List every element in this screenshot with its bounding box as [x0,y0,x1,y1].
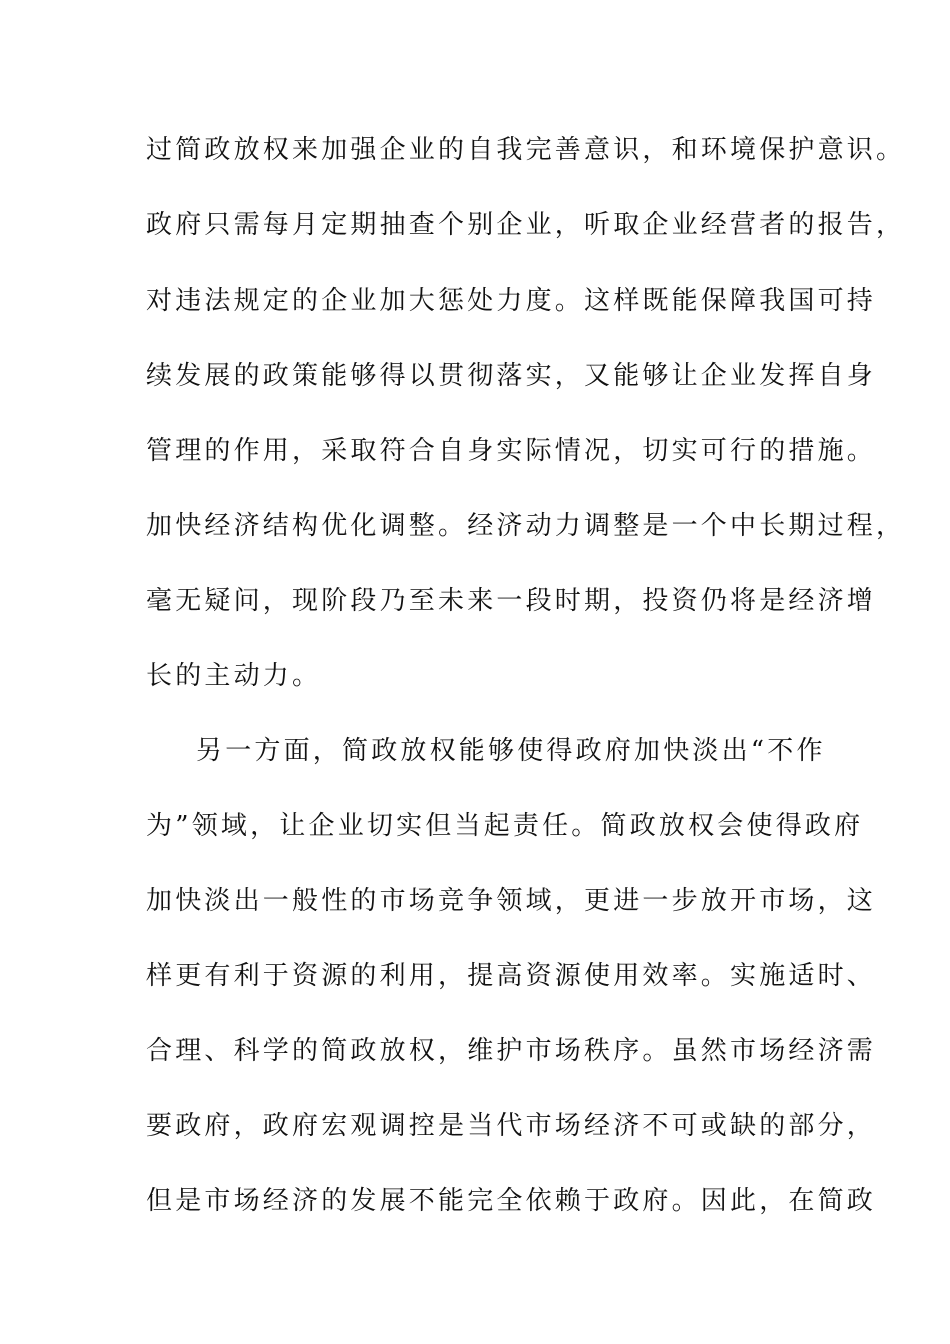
text-line-12: 样更有利于资源的利用，提高资源使用效率。实施适时、 [146,961,877,991]
text-line-15: 但是市场经济的发展不能完全依赖于政府。因此，在简政 [146,1186,877,1216]
text-line-4: 续发展的政策能够得以贯彻落实，又能够让企业发挥自身 [146,361,877,391]
text-line-10: 为”领域，让企业切实但当起责任。简政放权会使得政府 [146,811,864,841]
text-line-14: 要政府，政府宏观调控是当代市场经济不可或缺的部分， [146,1111,877,1141]
text-line-11: 加快淡出一般性的市场竞争领域，更进一步放开市场，这 [146,886,877,916]
text-line-3: 对违法规定的企业加大惩处力度。这样既能保障我国可持 [146,286,877,316]
text-line-2: 政府只需每月定期抽查个别企业，听取企业经营者的报告， [146,210,906,240]
text-line-1: 过简政放权来加强企业的自我完善意识，和环境保护意识。 [146,135,906,165]
text-line-8: 长的主动力。 [146,661,322,691]
text-line-5: 管理的作用，采取符合自身实际情况，切实可行的措施。 [146,436,877,466]
text-line-6: 加快经济结构优化调整。经济动力调整是一个中长期过程， [146,511,906,541]
text-line-7: 毫无疑问，现阶段乃至未来一段时期，投资仍将是经济增 [146,586,877,616]
text-line-9: 另一方面，简政放权能够使得政府加快淡出“不作 [196,736,826,766]
text-line-13: 合理、科学的简政放权，维护市场秩序。虽然市场经济需 [146,1036,877,1066]
